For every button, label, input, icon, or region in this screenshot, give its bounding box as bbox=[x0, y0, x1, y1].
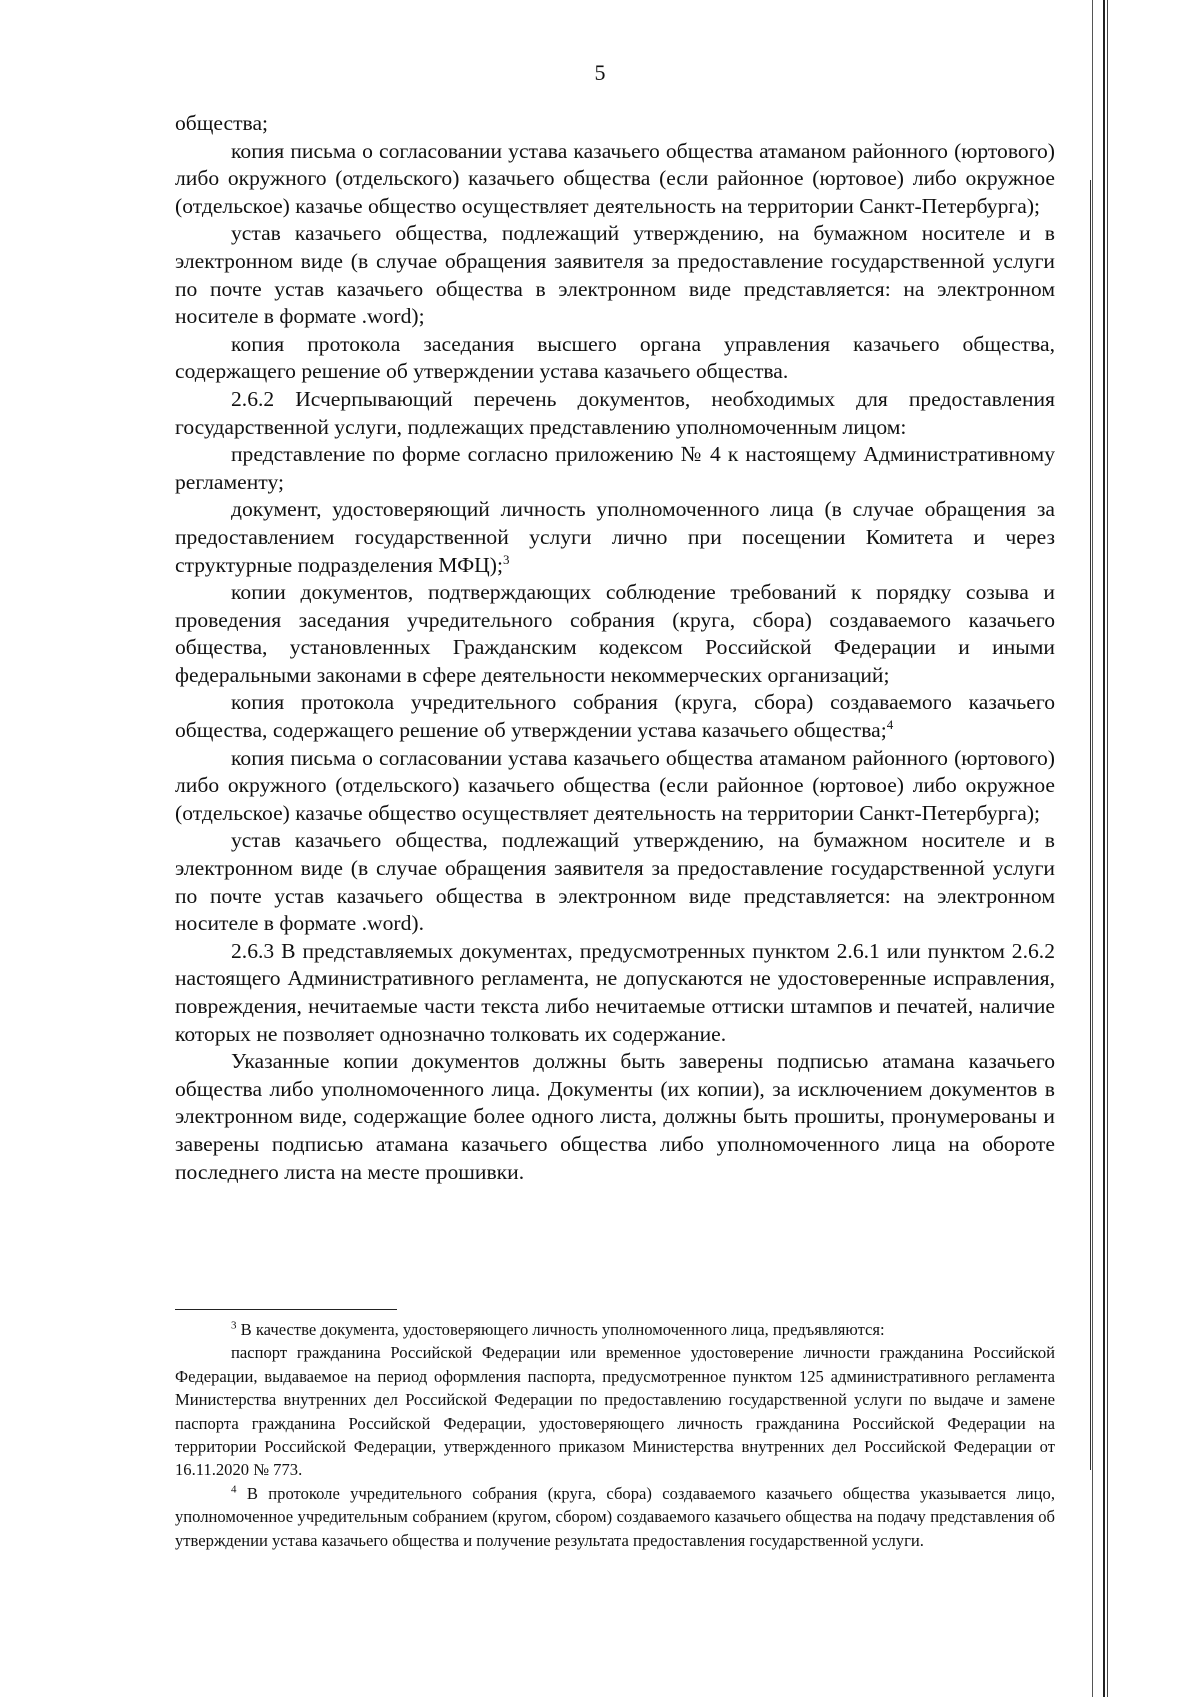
paragraph bbox=[175, 496, 1055, 579]
scan-edge-line bbox=[1092, 0, 1093, 1697]
paragraph-text: общества; bbox=[175, 111, 269, 135]
scan-edge-line bbox=[1090, 180, 1091, 1470]
footnote bbox=[175, 1341, 1055, 1481]
paragraph bbox=[175, 579, 1055, 689]
page-number: 5 bbox=[594, 60, 606, 85]
paragraph-text: копии документов, подтверждающих соблюдение требований к порядку созыва и проведения заседания учредительного собрания (круга, сбора) создаваемого казачьего общества, установленных Гражданским кодексом Российской Федерации и иными федеральными законами в сфере деятельности некоммерческих организаций; bbox=[175, 580, 1055, 687]
paragraph-text: копия письма о согласовании устава казачьего общества атаманом районного (юртового) либо окружного (отдельского) казачьего общества (если районное (юртовое) либо окружное (отдельское) казачье общество осуществляет деятельность на территории Санкт-Петербурга); bbox=[175, 745, 1055, 825]
paragraph-text: документ, удостоверяющий личность уполномоченного лица (в случае обращения за предоставлением государственной услуги лично при посещении Комитета и через структурные подразделения МФЦ); bbox=[175, 497, 1055, 577]
paragraph-text: копия протокола учредительного собрания (круга, сбора) создаваемого казачьего общества, содержащего решение об утверждении устава казачьего общества; bbox=[175, 690, 1055, 743]
paragraph-text: 2.6.2 Исчерпывающий перечень документов, необходимых для предоставления государственной услуги, подлежащих представлению уполномоченным лицом: bbox=[175, 386, 1055, 439]
paragraph-text: копия протокола заседания высшего органа управления казачьего общества, содержащего решение об утверждении устава казачьего общества. bbox=[175, 331, 1055, 384]
paragraph bbox=[175, 745, 1055, 828]
paragraph bbox=[175, 441, 1055, 496]
paragraph bbox=[175, 1048, 1055, 1186]
footnote bbox=[175, 1482, 1055, 1552]
scan-edge-line bbox=[1103, 0, 1105, 1697]
paragraph bbox=[175, 386, 1055, 441]
paragraph bbox=[175, 220, 1055, 330]
footnote-reference[interactable]: 4 bbox=[886, 716, 894, 732]
document-body bbox=[175, 110, 1055, 1186]
paragraph-text: устав казачьего общества, подлежащий утверждению, на бумажном носителе и в электронном виде (в случае обращения заявителя за предоставление государственной услуги по почте устав казачьего общества в электронном виде представляется: на электронном носителе в формате .word); bbox=[175, 221, 1055, 329]
footnote-mark: 4 bbox=[231, 1483, 237, 1496]
paragraph bbox=[175, 827, 1055, 937]
paragraph bbox=[175, 138, 1055, 221]
footnotes bbox=[175, 1318, 1055, 1552]
footnote bbox=[175, 1318, 1055, 1341]
paragraph-text: устав казачьего общества, подлежащий утверждению, на бумажном носителе и в электронном виде (в случае обращения заявителя за предоставление государственной услуги по почте устав казачьего общества в электронном виде представляется: на электронном носителе в формате .word). bbox=[175, 828, 1055, 936]
paragraph-text: Указанные копии документов должны быть заверены подписью атамана казачьего общества либо уполномоченного лица. Документы (их копии), за исключением документов в электронном виде, содержащие более одного листа, должны быть прошиты, пронумерованы и заверены подписью атамана казачьего общества либо уполномоченного лица на обороте последнего листа на месте прошивки. bbox=[175, 1049, 1055, 1184]
footnote-text: В качестве документа, удостоверяющего личность уполномоченного лица, предъявляются: bbox=[240, 1320, 885, 1339]
paragraph bbox=[175, 938, 1055, 1048]
paragraph-text: представление по форме согласно приложению № 4 к настоящему Административному регламенту; bbox=[175, 442, 1055, 494]
scan-edge-line bbox=[1107, 0, 1108, 1697]
footnote-mark: 3 bbox=[231, 1319, 237, 1332]
paragraph bbox=[175, 331, 1055, 386]
paragraph bbox=[175, 689, 1055, 744]
paragraph bbox=[175, 110, 1055, 138]
footnote-text: паспорт гражданина Российской Федерации или временное удостоверение личности гражданина Российской Федерации, выдаваемое на период оформления паспорта, предусмотренное пунктом 125 административного регламента Министерства внутренних дел Российской Федерации по предоставлению государственной услуги по выдаче и замене паспорта гражданина Российской Федерации, удостоверяющего личность гражданина Российской Федерации на территории Российской Федерации, утвержденного приказом Министерства внутренних дел Российской Федерации от 16.11.2020 № 773. bbox=[175, 1343, 1055, 1480]
paragraph-text: копия письма о согласовании устава казачьего общества атаманом районного (юртового) либо окружного (отдельского) казачьего общества (если районное (юртовое) либо окружное (отдельское) казачье общество осуществляет деятельность на территории Санкт-Петербурга); bbox=[175, 138, 1055, 218]
footnote-reference[interactable]: 3 bbox=[502, 551, 510, 567]
paragraph-text: 2.6.3 В представляемых документах, предусмотренных пунктом 2.6.1 или пунктом 2.6.2 настоящего Административного регламента, не допускаются не удостоверенные исправления, повреждения, нечитаемые части текста либо нечитаемые оттиски штампов и печатей, наличие которых не позволяет однозначно толковать их содержание. bbox=[175, 938, 1055, 1046]
footnote-text: В протоколе учредительного собрания (круга, сбора) создаваемого казачьего общества указывается лицо, уполномоченное учредительным собранием (кругом, сбором) создаваемого казачьего общества на подачу представления об утверждении устава казачьего общества и получение результата предоставления государственной услуги. bbox=[175, 1483, 1055, 1550]
footnote-separator bbox=[175, 1309, 397, 1310]
